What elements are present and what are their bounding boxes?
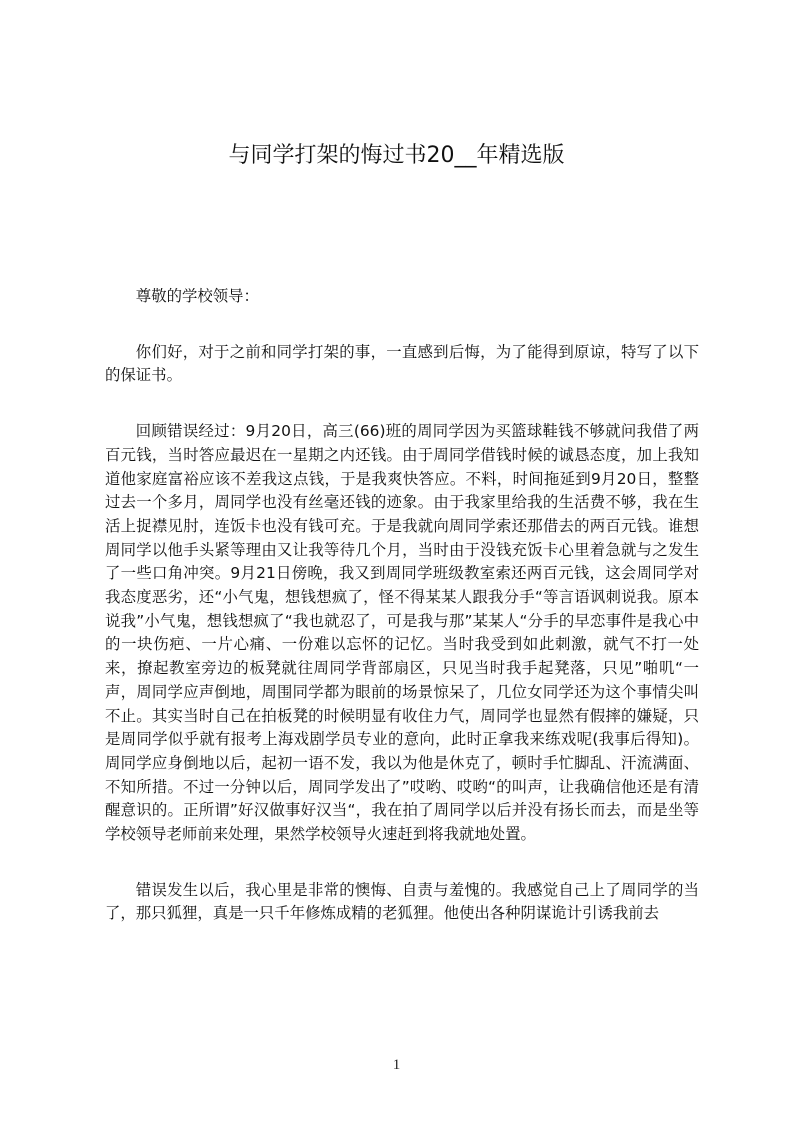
document-title: 与同学打架的悔过书20__年精选版 <box>228 143 565 168</box>
salutation: 尊敬的学校领导： <box>135 287 259 305</box>
document-body <box>105 285 699 926</box>
page-number: 1 <box>392 1057 401 1073</box>
paragraph-incident-review: 回顾错误经过：9月20日，高三(66)班的周同学因为买篮球鞋钱不够就问我借了两百元钱，当时答应最迟在一星期之内还钱。由于周同学借钱时候的诚恳态度，加上我知道他家庭富裕应该不差我这点钱，于是我爽快答应。不料，时间拖延到9月20日，整整过去一个多月，周同学也没有丝毫还钱的迹象。由于我家里给我的生活费不够，我在生活上捉襟见肘，连饭卡也没有钱可充。于是我就向周同学索还那借去的两百元钱。谁想周同学以他手头紧等理由又让我等待几个月，当时由于没钱充饭卡心里着急就与之发生了一些口角冲突。9月21日傍晚，我又到周同学班级教室索还两百元钱，这会周同学对我态度恶劣，还“小气鬼，想钱想疯了，怪不得某某人跟我分手“等言语讽刺说我。原本说我”小气鬼，想钱想疯了“我也就忍了，可是我与那”某某人“分手的早恋事件是我心中的一块伤疤、一片心痛、一份难以忘怀的记忆。当时我受到如此刺激，就气不打一处来，撩起教室旁边的板凳就往周同学背部扇区，只见当时我手起凳落，只见”啪叽“一声，周同学应声倒地，周围同学都为眼前的场景惊呆了，几位女同学还为这个事情尖叫不止。其实当时自己在拍板凳的时候明显有收住力气，周同学也显然有假摔的嫌疑，只是周同学似乎就有报考上海戏剧学员专业的意向，此时正拿我来练戏呢(我事后得知)。周同学应身倒地以后，起初一语不发，我以为他是休克了，顿时手忙脚乱、汗流满面、不知所措。不过一分钟以后，周同学发出了”哎哟、哎哟“的叫声，让我确信他还是有清醒意识的。正所谓”好汉做事好汉当“，我在拍了周同学以后并没有扬长而去，而是坐等学校领导老师前来处理，果然学校领导火速赶到将我就地处置。 <box>105 422 699 844</box>
paragraph-reflection: 错误发生以后，我心里是非常的懊悔、自责与羞愧的。我感觉自己上了周同学的当了，那只狐狸，真是一只千年修炼成精的老狐狸。他使出各种阴谋诡计引诱我前去 <box>105 880 699 923</box>
paragraph-greeting: 你们好，对于之前和同学打架的事，一直感到后悔，为了能得到原谅，特写了以下的保证书。 <box>105 342 699 385</box>
